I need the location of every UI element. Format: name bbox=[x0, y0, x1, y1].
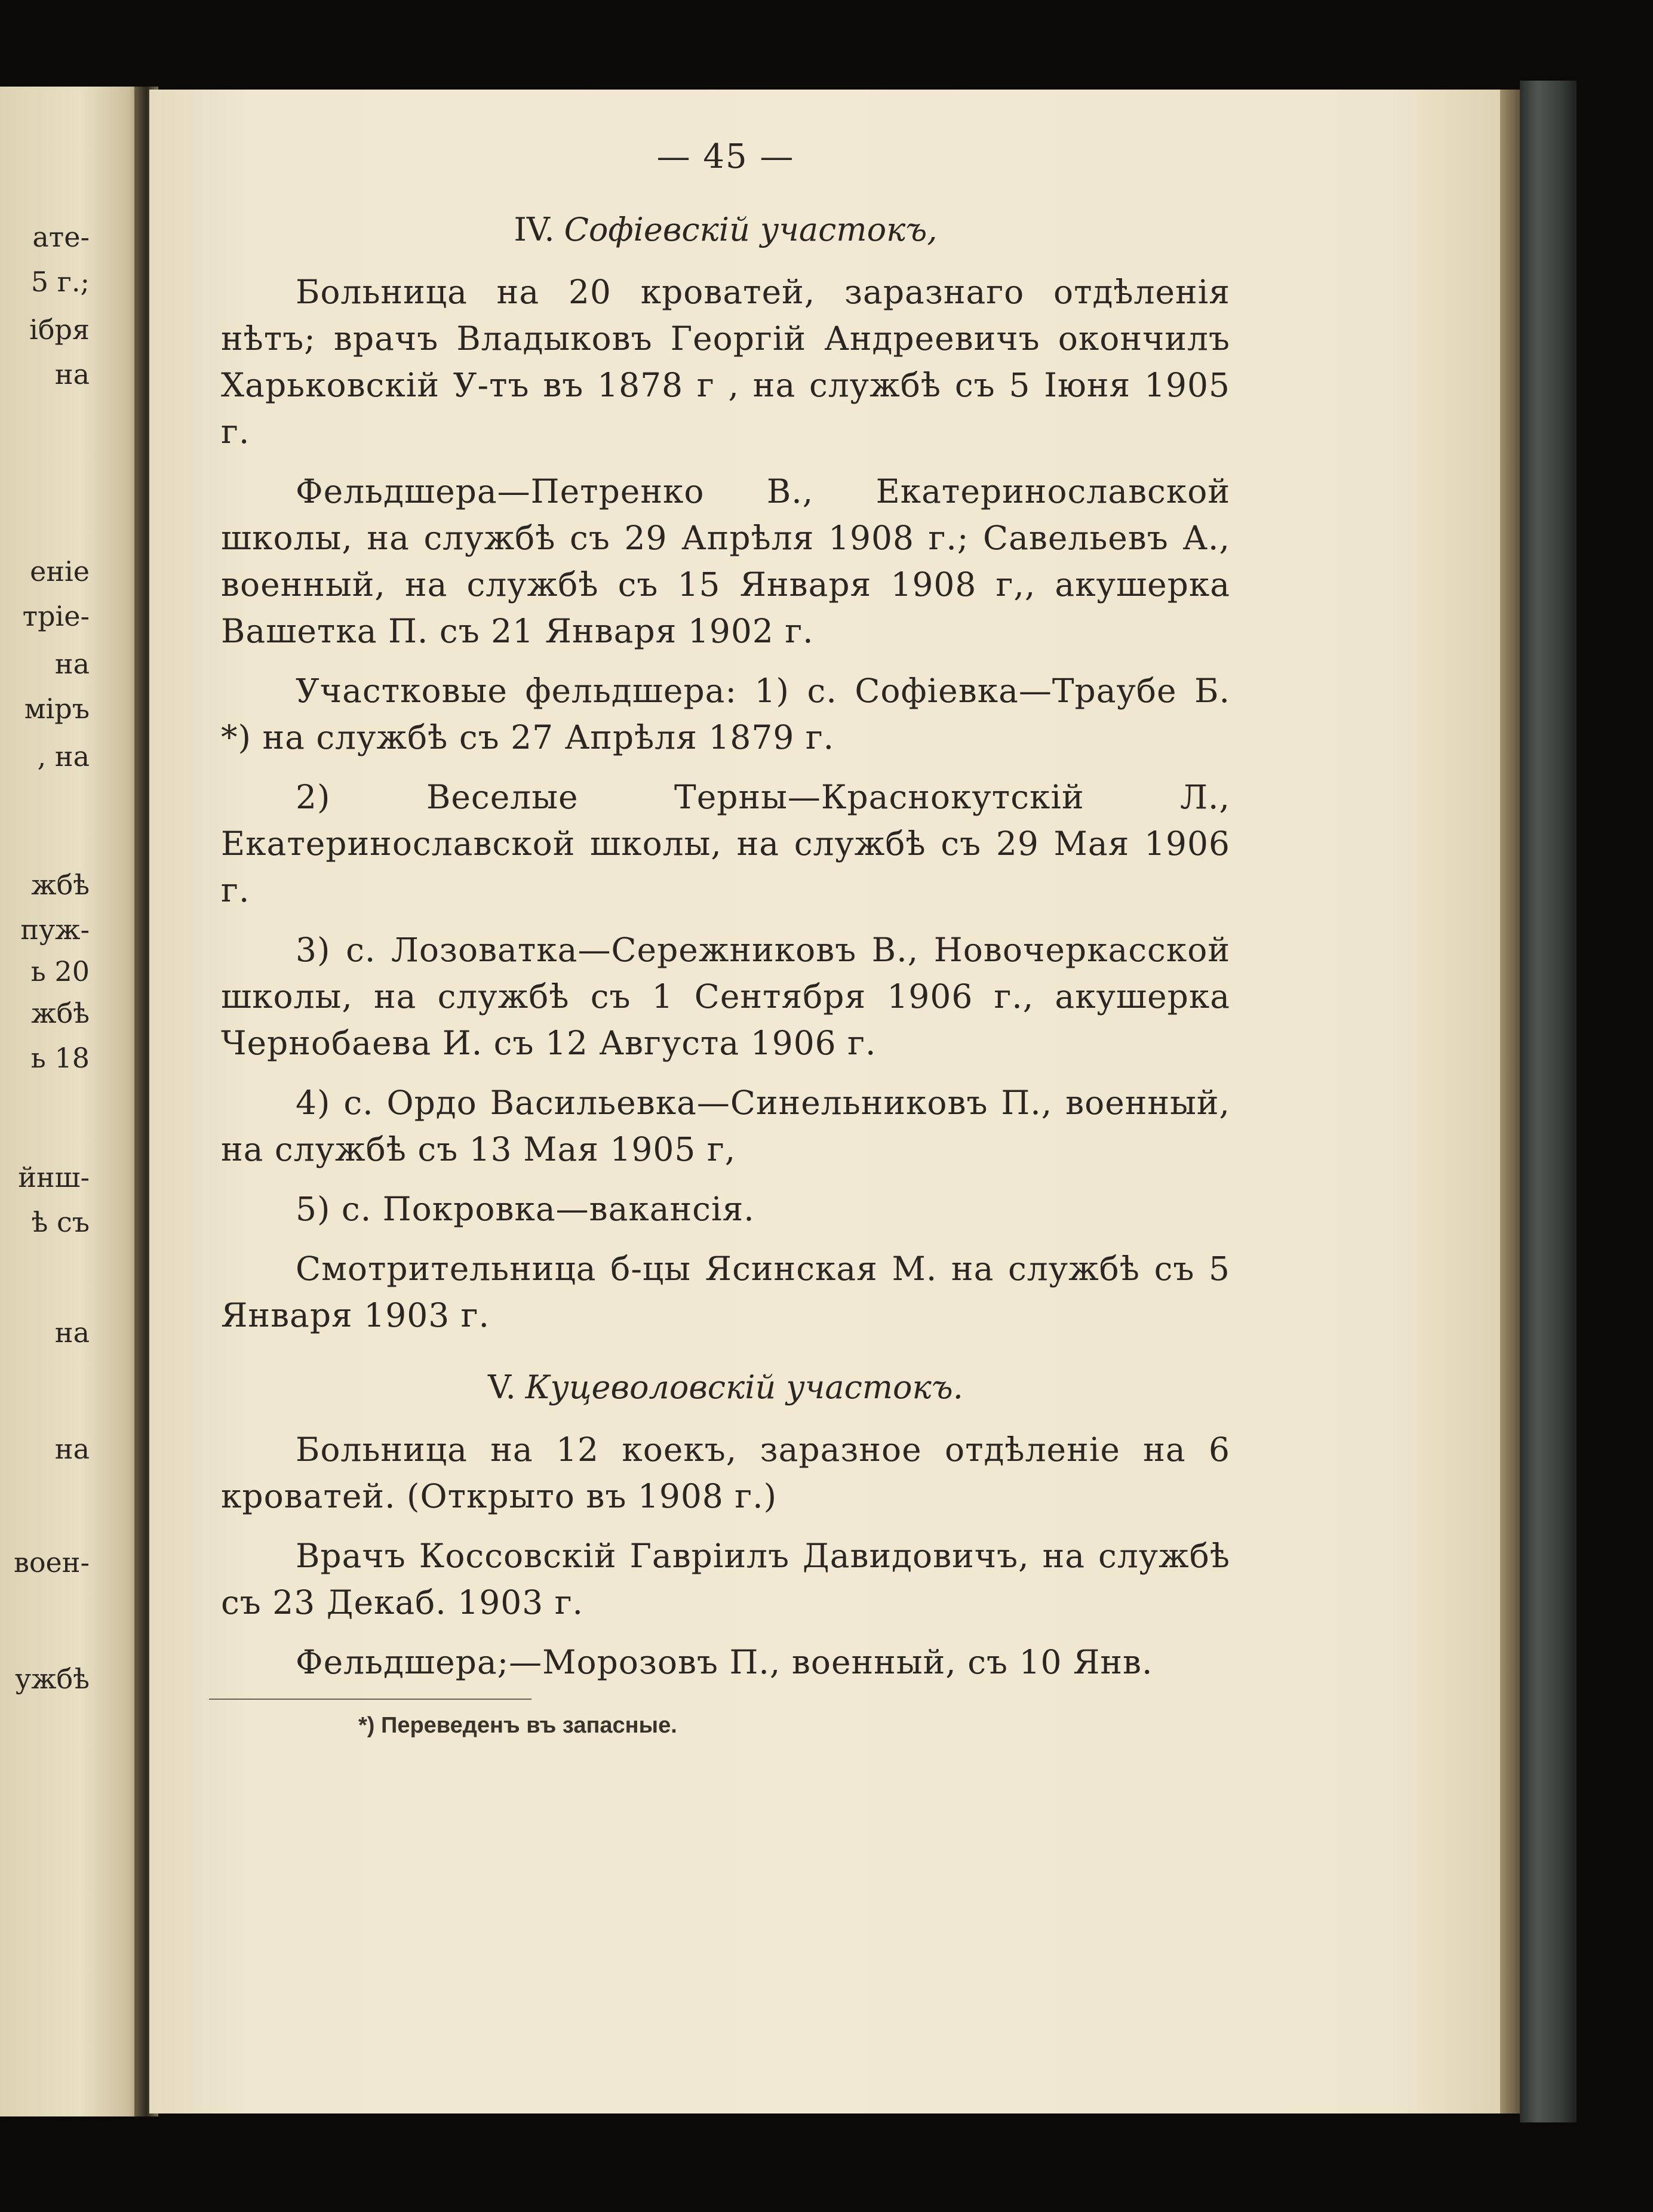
paragraph: 5) с. Покровка—вакансія. bbox=[296, 1190, 755, 1228]
left-line: ь 20 bbox=[30, 955, 90, 987]
left-line: ь 18 bbox=[30, 1042, 90, 1074]
left-line: на bbox=[54, 1433, 90, 1465]
left-line: жбѣ bbox=[31, 869, 90, 901]
left-line: жбѣ bbox=[31, 997, 90, 1029]
left-line: ібря bbox=[29, 313, 90, 346]
left-line: еніе bbox=[30, 555, 90, 587]
section-title: Куцеволовскій участокъ. bbox=[525, 1368, 963, 1406]
left-line: ѣ съ bbox=[31, 1206, 90, 1238]
left-line: на bbox=[54, 358, 90, 390]
right-page bbox=[149, 90, 1500, 2113]
section-numeral: V. bbox=[488, 1368, 516, 1406]
section-title: Софіевскій участокъ, bbox=[564, 211, 938, 248]
left-line: міръ bbox=[24, 693, 90, 725]
left-line: йнш- bbox=[18, 1161, 90, 1193]
paragraph: 2) Веселые Терны—Краснокутскій Л., Екатеринославской школы, на службѣ съ 29 Мая 1906 г. bbox=[221, 778, 1230, 909]
paragraph: Фельдшера—Петренко В., Екатеринославской школы, на службѣ съ 29 Апрѣля 1908 г.; Савельевъ А., военный, на службѣ съ 15 Января 1908 г,, акушерка Вашетка П. съ 21 Января 1902 г. bbox=[221, 472, 1230, 650]
book-cover-board bbox=[1520, 81, 1577, 2122]
left-line: пуж- bbox=[20, 913, 90, 946]
paragraph: Смотрительница б-цы Ясинская М. на службѣ съ 5 Января 1903 г. bbox=[221, 1250, 1230, 1334]
section-heading-4 bbox=[221, 211, 1230, 248]
left-page bbox=[0, 87, 146, 2116]
page-content bbox=[221, 137, 1230, 1739]
left-page-text-fragments bbox=[0, 87, 146, 2116]
section-numeral: IV. bbox=[514, 211, 555, 248]
left-line: , на bbox=[37, 740, 90, 773]
paragraph: Фельдшера;—Морозовъ П., военный, съ 10 Янв. bbox=[296, 1643, 1153, 1681]
left-line: на bbox=[54, 648, 90, 680]
section-heading-5 bbox=[221, 1368, 1230, 1406]
paragraph: Больница на 20 кроватей, заразнаго отдѣленія нѣтъ; врачъ Владыковъ Георгій Андреевичъ окончилъ Харьковскій У-тъ въ 1878 г , на службѣ съ 5 Іюня 1905 г. bbox=[221, 273, 1230, 451]
left-line: 5 г.; bbox=[30, 266, 90, 298]
left-line: ужбѣ bbox=[15, 1663, 90, 1695]
left-line: тріе- bbox=[22, 600, 90, 632]
paragraph: Врачъ Коссовскій Гавріилъ Давидовичъ, на службѣ съ 23 Декаб. 1903 г. bbox=[221, 1537, 1230, 1622]
paragraph: 3) с. Лозоватка—Сережниковъ В., Новочеркасской школы, на службѣ съ 1 Сентября 1906 г., акушерка Чернобаева И. съ 12 Августа 1906 г. bbox=[221, 931, 1230, 1062]
paragraph: Больница на 12 коекъ, заразное отдѣленіе на 6 кроватей. (Открыто въ 1908 г.) bbox=[221, 1430, 1230, 1515]
left-line: воен- bbox=[13, 1546, 90, 1579]
footnote: *) Переведенъ въ запасные. bbox=[358, 1713, 677, 1738]
left-line: на bbox=[54, 1316, 90, 1349]
paragraph: 4) с. Ордо Васильевка—Синельниковъ П., военный, на службѣ съ 13 Мая 1905 г, bbox=[221, 1084, 1230, 1168]
paragraph: Участковые фельдшера: 1) с. Софіевка—Траубе Б. *) на службѣ съ 27 Апрѣля 1879 г. bbox=[221, 672, 1230, 756]
footnote-rule bbox=[209, 1699, 531, 1700]
page-number: — 45 — bbox=[656, 137, 795, 176]
left-line: ате- bbox=[32, 221, 90, 253]
page-edge bbox=[1498, 90, 1522, 2113]
